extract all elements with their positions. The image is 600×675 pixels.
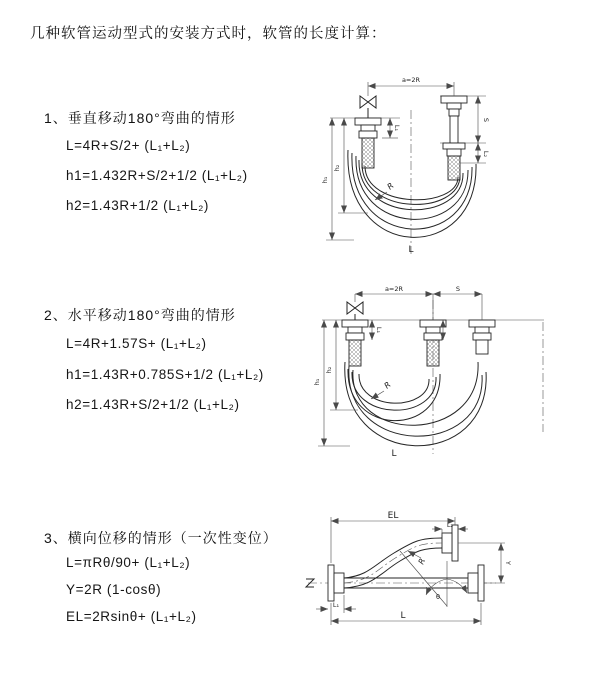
dim-label-radius: R: [385, 181, 396, 192]
braided-hose-section: [448, 156, 460, 180]
section2-formula-h1: h1=1.43R+0.785S+1/2 (L₁+L₂): [66, 367, 264, 382]
braided-hose-section: [349, 340, 361, 366]
section1-formula-L: L=4R+S/2+ (L₁+L₂): [66, 138, 191, 153]
dim-label-l1: L₁: [375, 326, 383, 334]
left-fitting: [342, 320, 368, 366]
right-fitting: [469, 320, 495, 354]
dim-label-s: S: [455, 285, 461, 293]
dim-label-radius: R: [382, 380, 393, 391]
dim-label-l1: L₁: [332, 601, 340, 609]
dim-label-a2r: a=2R: [384, 285, 404, 293]
section3-formula-L: L=πRθ/90+ (L₁+L₂): [66, 555, 191, 570]
valve-icon: [360, 96, 376, 108]
dim-label-el: EL: [387, 511, 399, 521]
dim-label-a2r: a=2R: [401, 76, 421, 84]
diagram-lateral-displacement: [300, 503, 600, 648]
hose-u-curves: [345, 362, 486, 446]
section2-formula-h2: h2=1.43R+S/2+1/2 (L₁+L₂): [66, 397, 240, 412]
dim-label-l1: L₁: [393, 124, 401, 132]
middle-fitting: [420, 320, 446, 366]
lower-right-flange: [468, 565, 484, 601]
braided-hose-section: [362, 138, 374, 168]
right-fitting: [440, 96, 486, 180]
dim-label-length: L: [408, 245, 414, 255]
page-title: 几种软管运动型式的安装方式时，软管的长度计算：: [30, 26, 387, 42]
section1-formula-h2: h2=1.43R+1/2 (L₁+L₂): [66, 198, 210, 213]
dim-label-y: Y: [504, 561, 512, 565]
upper-right-flange: [442, 525, 458, 561]
braided-hose-section: [427, 340, 439, 366]
dim-label-l2: L₂: [446, 521, 454, 529]
dim-label-h2: h₂: [325, 366, 333, 374]
dim-label-length: L: [400, 611, 406, 621]
section2-heading: 2、水平移动180°弯曲的情形: [44, 307, 236, 323]
section1-formula-h1: h1=1.432R+S/2+1/2 (L₁+L₂): [66, 168, 248, 183]
section3-formula-Y: Y=2R (1-cosθ): [66, 582, 162, 597]
left-flange: [328, 565, 344, 601]
dim-label-h1: h₁: [313, 378, 321, 386]
left-fitting: [330, 82, 400, 168]
hose-displaced-position: [344, 538, 442, 588]
flange-fittings: [342, 320, 495, 366]
section3-formula-EL: EL=2Rsinθ+ (L₁+L₂): [66, 609, 197, 624]
diagram-horizontal-180-bend: [310, 282, 600, 462]
dim-label-length: L: [391, 449, 397, 459]
dim-label-h1: h₁: [321, 176, 329, 184]
dim-label-s: S: [482, 117, 490, 123]
dimensions: [313, 285, 482, 459]
section3-heading: 3、横向位移的情形（一次性变位）: [44, 530, 278, 546]
valve-icon: [347, 302, 363, 314]
section1-heading: 1、垂直移动180°弯曲的情形: [44, 110, 236, 126]
diagram-vertical-180-bend: [310, 68, 600, 263]
dim-label-h2: h₂: [333, 164, 341, 172]
left-valve: [347, 294, 363, 320]
dim-label-radius: R: [416, 557, 428, 566]
section2-formula-L: L=4R+1.57S+ (L₁+L₂): [66, 336, 207, 351]
dim-label-theta: θ: [436, 593, 440, 601]
dim-label-l2: L₂: [482, 150, 490, 158]
